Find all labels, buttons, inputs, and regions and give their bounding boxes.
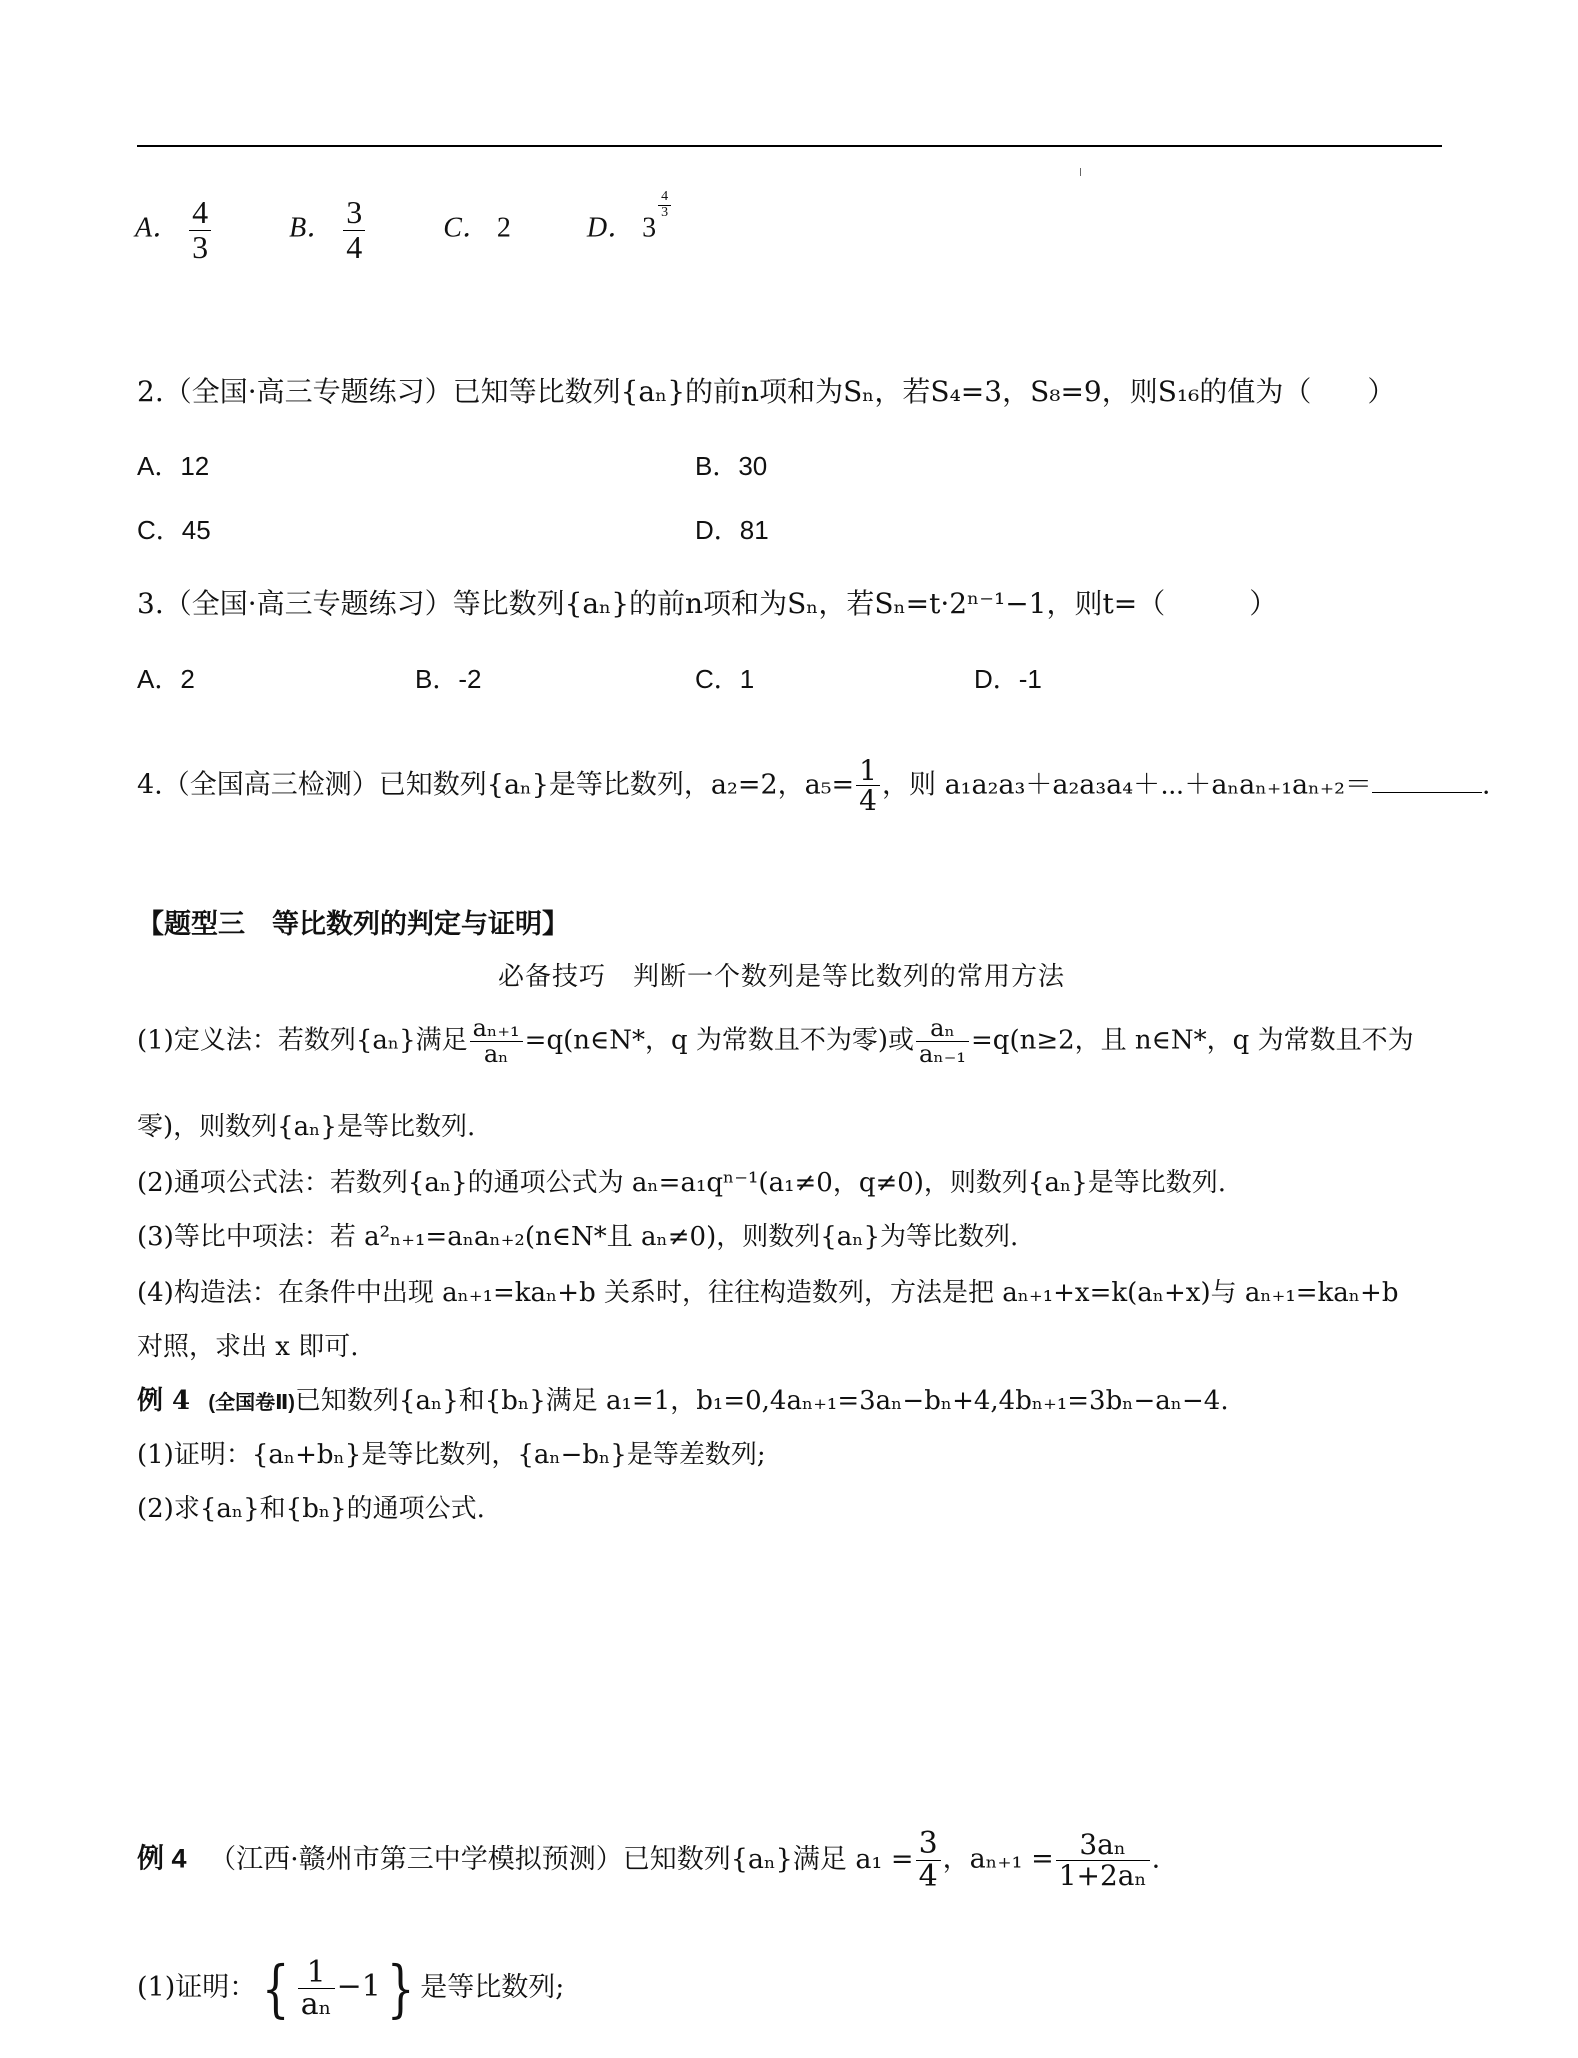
method-2: (2)通项公式法：若数列{aₙ}的通项公式为 aₙ=a₁qⁿ⁻¹(a₁≠0，q≠0)，则数列{aₙ}是等比数列. (137, 1168, 1227, 1198)
q4-stem-pre: 4.（全国高三检测）已知数列{aₙ}是等比数列，a₂=2，a₅= (137, 769, 855, 801)
q1-option-a-fraction: $\frac{4}{3}$ (189, 196, 211, 264)
example-4a-part-1: (1)证明：{aₙ+bₙ}是等比数列，{aₙ−bₙ}是等差数列; (137, 1440, 766, 1470)
q2-option-c: C．45 (137, 515, 211, 545)
method-1-fraction-2: $\frac{\text{aₙ}}{\text{aₙ₋₁}}$ (916, 1016, 969, 1067)
section-heading: 【题型三 等比数列的判定与证明】 (137, 909, 569, 939)
q2-option-b: B．30 (695, 451, 768, 481)
example-4a-part-2: (2)求{aₙ}和{bₙ}的通项公式. (137, 1494, 485, 1524)
q4-stem (137, 756, 1491, 816)
answer-blank[interactable] (1372, 791, 1482, 793)
section-subheading: 必备技巧 判断一个数列是等比数列的常用方法 (498, 962, 1066, 992)
q1-option-d-base: 3 (642, 212, 657, 244)
example-4b-fraction-2: $\frac{\text{3aₙ}}{\text{1+2aₙ}}$ (1056, 1830, 1150, 1890)
method-1-pre: (1)定义法：若数列{aₙ}满足 (137, 1025, 468, 1056)
q1-option-b-label: B． (289, 212, 335, 244)
q3-option-b: B．-2 (415, 664, 482, 694)
method-1-fraction-1: $\frac{\text{aₙ₊₁}}{\text{aₙ}}$ (470, 1016, 523, 1067)
example-4a-stem (137, 1380, 1229, 1417)
q3-stem: 3.（全国·高三专题练习）等比数列{aₙ}的前n项和为Sₙ，若Sₙ=t·2ⁿ⁻¹−1，则t=（ ） (137, 587, 1278, 620)
example-4b-end: . (1151, 1843, 1161, 1875)
example-4b-part-1-post: 是等比数列; (420, 1972, 565, 2003)
q1-options (135, 189, 673, 265)
right-brace: } (386, 1952, 415, 2025)
left-brace: { (262, 1952, 290, 2025)
example-4b-pre: （江西·赣州市第三中学模拟预测）已知数列{aₙ}满足 a₁ = (209, 1843, 914, 1875)
q1-option-c-value: 2 (496, 212, 511, 244)
q1-option-d-exponent: $\frac{4}{3}$ (658, 190, 671, 220)
example-4a-label: 例 4 (137, 1386, 191, 1416)
q3-option-a: A．2 (137, 664, 195, 694)
q2-stem: 2.（全国·高三专题练习）已知等比数列{aₙ}的前n项和为Sₙ，若S₄=3，S₈=9，则S₁₆的值为（ ） (137, 375, 1396, 408)
q4-stem-end: . (1481, 769, 1491, 801)
q3-option-d: D．-1 (974, 664, 1042, 694)
q1-option-a-label: A． (135, 212, 181, 244)
q1-option-d-label: D． (586, 212, 636, 244)
example-4b-mid: ，aₙ₊₁ = (942, 1843, 1054, 1875)
example-4a-text: 已知数列{aₙ}和{bₙ}满足 a₁=1，b₁=0,4aₙ₊₁=3aₙ−bₙ+4,4bₙ₊₁=3bₙ−aₙ−4. (294, 1386, 1229, 1416)
example-4b-part-1-pre: (1)证明： (137, 1972, 257, 2003)
method-4-line-2: 对照，求出 x 即可. (137, 1332, 359, 1362)
q4-fraction: $\frac{1}{4}$ (856, 756, 880, 816)
q2-option-d: D．81 (695, 515, 769, 545)
method-1 (137, 1016, 1414, 1067)
q4-stem-post: ，则 a₁a₂a₃＋a₂a₃a₄＋⋯＋aₙaₙ₊₁aₙ₊₂＝ (882, 769, 1372, 801)
q1-option-c-label: C． (443, 212, 490, 244)
q1-option-b-fraction: $\frac{3}{4}$ (343, 196, 365, 264)
q2-option-a: A．12 (137, 451, 210, 481)
method-4-line-1: (4)构造法：在条件中出现 aₙ₊₁=kaₙ+b 关系时，往往构造数列，方法是把 aₙ₊₁+x=k(aₙ+x)与 aₙ₊₁=kaₙ+b (137, 1278, 1399, 1308)
q3-option-c: C．1 (695, 664, 755, 694)
example-4b-part-1-tail: −1 (336, 1969, 381, 2004)
example-4b-stem (137, 1828, 1160, 1892)
method-1-post: =q(n≥2，且 n∈N*，q 为常数且不为 (971, 1025, 1414, 1056)
example-4b-part-1 (137, 1952, 564, 2025)
example-4b-fraction-1: $\frac{3}{4}$ (916, 1828, 941, 1892)
method-1-mid: =q(n∈N*，q 为常数且不为零)或 (524, 1025, 915, 1056)
example-4a-source: (全国卷Ⅱ) (208, 1392, 295, 1414)
example-4b-label: 例 4 (137, 1843, 187, 1874)
example-4b-part-1-fraction: $\frac{1}{\text{aₙ}}$ (298, 1957, 335, 2021)
method-1-line-2: 零)，则数列{aₙ}是等比数列. (137, 1112, 476, 1142)
method-3: (3)等比中项法：若 a²ₙ₊₁=aₙaₙ₊₂(n∈N*且 aₙ≠0)，则数列{aₙ}为等比数列. (137, 1222, 1019, 1252)
page-mark (1080, 168, 1081, 176)
header-rule (137, 145, 1442, 147)
